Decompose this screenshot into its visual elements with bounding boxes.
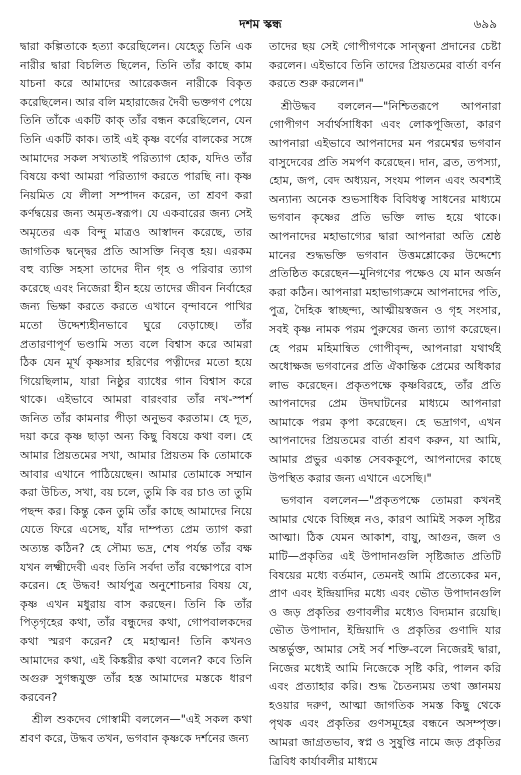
section-title: দশম স্কন্ধ bbox=[239, 17, 282, 31]
page-number: ৬৯৯ bbox=[473, 17, 497, 31]
paragraph: শ্রীল শুকদেব গোস্বামী বললেন—"এই সকল কথা শ্রবণ করে, উদ্ধব তখন, ভগবান কৃষ্ণকে দর্শনের জন্য bbox=[20, 713, 252, 745]
text-columns bbox=[20, 38, 501, 775]
paragraph: দ্বারা কল্পিতাকে হত্যা করেছিলেন। যেহেতু তিনি এক নারীর দ্বারা বিচলিত ছিলেন, তিনি তাঁর কাছে কাম যাচনা করে আমাদের আরেকজন নারীকে বিকৃত করেছিলেন। আর বলি মহারাজের দৈবী ভক্তগণ পেয়ে তিনি তাঁকে একটি কাক্ তাঁর বন্ধন করেছিলেন, যেন তিনি একটি কাক। তাই এই কৃষ্ণ বর্ণের বালকের সঙ্গে আমাদের সকল সখ্যতাই পরিত্যাগ হোক, যদিও তাঁর বিষয়ে কথা আমরা পরিত্যাগ করতে পারছি না। কৃষ্ণ নিয়মিত যে লীলা সম্পাদন করেন, তা শ্রবণ করা কর্ণদ্বয়ের জন্য অমৃত-স্বরূপ। যে একবারের জন্য সেই অমৃতের এক বিন্দু মাত্রও আস্বাদন করেছে, তার জাগতিক দ্বন্দ্বের প্রতি আসক্তি নিবৃত্ত হয়। এরকম বহু ব্যক্তি সহসা তাদের দীন গৃহ ও পরিবার ত্যাগ করেছে এবং নিজেরা হীন হয়ে তাদের জীবন নির্বাহের জন্য ভিক্ষা করতে করতে এখানে বৃন্দাবনে পাখির মতো উদ্দেশ্যহীনভাবে ঘুরে বেড়াচ্ছে। তাঁর প্রতারণাপূর্ণ ভণ্ডামি সত্য বলে বিশ্বাস করে আমরা ঠিক যেন মূর্খ কৃষ্ণসার হরিণের পত্নীদের মতো হয়ে গিয়েছিলাম, যারা নিষ্ঠুর ব্যাধের গান বিশ্বাস করে থাকে। এইভাবে আমরা বারংবার তাঁর নখ-স্পর্শ জনিত তাঁর কামনার পীড়া অনুভব করতাম। হে দূত, দয়া করে কৃষ্ণ ছাড়া অন্য কিছু বিষয়ে কথা বল। হে আমার প্রিয়তমের সখা, আমার প্রিয়তম কি তোমাকে আবার এখানে পাঠিয়েছেন। আমার তোমাকে সম্মান করা উচিত, সখা, বয় চলে, তুমি কি বর চাও তা তুমি পছন্দ কর। কিন্তু কেন তুমি তাঁর কাছে আমাদের নিয়ে যেতে ফিরে এসেছ, যাঁর দাম্পত্য প্রেম ত্যাগ করা অত্যন্ত কঠিন? হে সৌম্য ভদ্র, শেষ পর্যন্ত তাঁর বক্ষ যখন লক্ষ্মীদেবী এবং তিনি সর্বদা তাঁর বক্ষোপরে বাস করেন। হে উদ্ধব! আর্যপুত্র অনুশোচনার বিষয় যে, কৃষ্ণ এখন মধুরায় বাস করছেন। তিনি কি তাঁর পিতৃগৃহের কথা, তাঁর বন্ধুদের কথা, গোপবালকদের কথা স্মরণ করেন? হে মহাত্মন! তিনি কখনও আমাদের কথা, এই কিঙ্করীর কথা বলেন? কবে তিনি অগুরু সুগন্ধযুক্ত তাঁর হস্ত আমাদের মস্তকে ধারণ করবেন? bbox=[20, 40, 253, 704]
page-header bbox=[20, 16, 501, 38]
left-column bbox=[20, 38, 252, 775]
paragraph: শ্রীউদ্ধব বললেন—"নিশ্চিতরূপে আপনারা গোপীগণ সর্বার্থসাধিকা এবং লোকপূজিতা, কারণ আপনারা এইভাবে আপনাদের মন পরমেশ্বর ভগবান বাসুদেবের প্রতি সমর্পণ করেছেন। দান, ব্রত, তপস্যা, হোম, জপ, বেদ অধ্যয়ন, সংযম পালন এবং অবশ্যই অন্যান্য অনেক শুভসাধিক বিবিধত্ব সাধনের মাধ্যমে ভগবান কৃষ্ণের প্রতি ভক্তি লাভ হয়ে থাকে। আপনাদের মহাভাগ্যের দ্বারা আপনারা অতি শ্রেষ্ঠ মানের শুদ্ধভক্তি ভগবান উত্তমশ্লোকের উদ্দেশ্যে প্রতিষ্ঠিত করেছেন—মুনিগণের পক্ষেও যে মান অর্জন করা কঠিন। আপনারা মহাভাগ্যক্রমে আপনাদের পতি, পুত্র, দৈহিক স্বাচ্ছন্দ্য, আত্মীয়স্বজন ও গৃহ সংসার, সবই কৃষ্ণ নামক পরম পুরুষের জন্য ত্যাগ করেছেন। হে পরম মহিমান্বিত গোপীবৃন্দ, আপনারা যথার্থই অধোক্ষজ ভগবানের প্রতি ঐকান্তিক প্রেমের অধিকার লাভ করেছেন। প্রকৃতপক্ষে কৃষ্ণবিরহে, তাঁর প্রতি আপনাদের প্রেম উদঘাটনের মাধ্যমে আপনারা আমাকে পরম কৃপা করেছেন। হে ভদ্রাগণ, এখন আপনাদের প্রিয়তমের বার্তা শ্রবণ করুন, যা আমি, আমার প্রভুর একান্ত সেবককূপে, আপনাদের কাছে উপস্থিত করার জন্য এখানে এসেছি।" bbox=[269, 99, 501, 485]
right-column bbox=[269, 38, 501, 775]
paragraph: ভগবান বললেন—"প্রকৃতপক্ষে তোমরা কখনই আমার থেকে বিচ্ছিন্ন নও, কারণ আমিই সকল সৃষ্টির আত্মা। ঠিক যেমন আকাশ, বায়ু, আগুন, জল ও মাটি—প্রকৃতির এই উপাদানগুলি সৃষ্টিজাত প্রতিটি বিষয়ের মধ্যে বর্তমান, তেমনই আমি প্রত্যেকের মন, প্রাণ এবং ইন্দ্রিয়াদির মধ্যে এবং ভৌত উপাদানগুলি ও জড় প্রকৃতির গুণাবলীর মধ্যেও বিদ্যমান রয়েছি। ভৌত উপাদান, ইন্দ্রিয়াদি ও প্রকৃতির গুণাদি যার অন্তর্ভুক্ত, আমার সেই সর্ব শক্তি-বলে নিজেরই দ্বারা, নিজের মধ্যেই আমি নিজেকে সৃষ্টি করি, পালন করি এবং প্রত্যাহার করি। শুদ্ধ চৈতন্যময় তথা জ্ঞানময় হওয়ার দরুণ, আত্মা জাগতিক সমস্ত কিছু থেকে পৃথক এবং প্রকৃতির গুণসমূহের বন্ধনে অসম্পৃক্ত। আমরা জাগ্রতভাব, স্বপ্ন ও সুষুপ্তি নামে জড় প্রকৃতির ত্রিবিধ কার্যাবলীর মাধ্যমে bbox=[269, 494, 501, 768]
paragraph: তাদের ছয় সেই গোপীগণকে সান্ত্বনা প্রদানের চেষ্টা করলেন। এইভাবে তিনি তাদের প্রিয়তমের বার্তা বর্ণন করতে শুরু করলেন।" bbox=[269, 40, 501, 91]
